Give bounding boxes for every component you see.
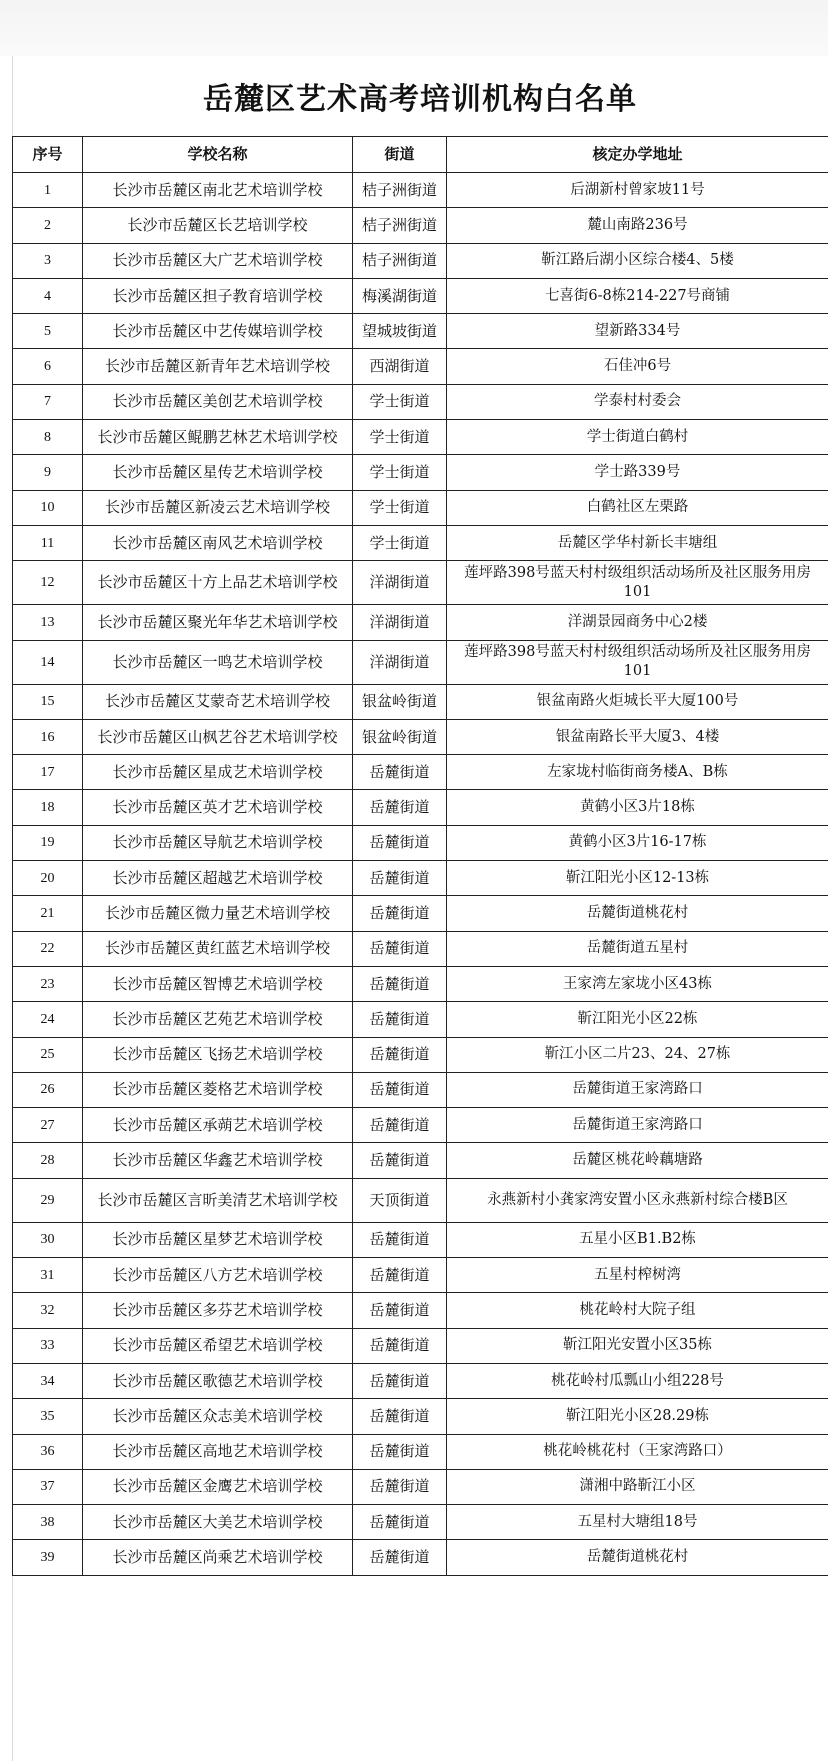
row-index: 17 bbox=[13, 755, 83, 790]
row-school-name: 长沙市岳麓区南风艺术培训学校 bbox=[83, 525, 353, 560]
row-school-name: 长沙市岳麓区担子教育培训学校 bbox=[83, 278, 353, 313]
row-address: 学士路339号 bbox=[447, 455, 828, 490]
row-street: 桔子洲街道 bbox=[353, 208, 447, 243]
row-index: 23 bbox=[13, 966, 83, 1001]
row-address: 莲坪路398号蓝天村村级组织活动场所及社区服务用房101 bbox=[447, 561, 828, 605]
row-school-name: 长沙市岳麓区一鸣艺术培训学校 bbox=[83, 640, 353, 684]
table-row bbox=[13, 966, 828, 1001]
row-address: 潇湘中路靳江小区 bbox=[447, 1469, 828, 1504]
table-row bbox=[13, 640, 828, 684]
row-school-name: 长沙市岳麓区艺苑艺术培训学校 bbox=[83, 1002, 353, 1037]
row-index: 9 bbox=[13, 455, 83, 490]
row-school-name: 长沙市岳麓区黄红蓝艺术培训学校 bbox=[83, 931, 353, 966]
row-school-name: 长沙市岳麓区尚乘艺术培训学校 bbox=[83, 1540, 353, 1575]
row-address: 靳江阳光安置小区35栋 bbox=[447, 1328, 828, 1363]
table-row bbox=[13, 825, 828, 860]
row-index: 3 bbox=[13, 243, 83, 278]
row-school-name: 长沙市岳麓区八方艺术培训学校 bbox=[83, 1258, 353, 1293]
table-row bbox=[13, 1399, 828, 1434]
row-address: 岳麓街道桃花村 bbox=[447, 1540, 828, 1575]
row-index: 30 bbox=[13, 1222, 83, 1257]
row-street: 岳麓街道 bbox=[353, 825, 447, 860]
row-school-name: 长沙市岳麓区大美艺术培训学校 bbox=[83, 1505, 353, 1540]
row-school-name: 长沙市岳麓区十方上品艺术培训学校 bbox=[83, 561, 353, 605]
row-school-name: 长沙市岳麓区金鹰艺术培训学校 bbox=[83, 1469, 353, 1504]
row-school-name: 长沙市岳麓区大广艺术培训学校 bbox=[83, 243, 353, 278]
table-row bbox=[13, 1222, 828, 1257]
row-index: 22 bbox=[13, 931, 83, 966]
row-index: 8 bbox=[13, 420, 83, 455]
table-row bbox=[13, 719, 828, 754]
row-street: 岳麓街道 bbox=[353, 1108, 447, 1143]
row-school-name: 长沙市岳麓区华鑫艺术培训学校 bbox=[83, 1143, 353, 1178]
table-row bbox=[13, 208, 828, 243]
row-school-name: 长沙市岳麓区言昕美清艺术培训学校 bbox=[83, 1178, 353, 1222]
row-index: 27 bbox=[13, 1108, 83, 1143]
table-row bbox=[13, 790, 828, 825]
row-street: 岳麓街道 bbox=[353, 1434, 447, 1469]
row-address: 岳麓区桃花岭藕塘路 bbox=[447, 1143, 828, 1178]
row-index: 20 bbox=[13, 861, 83, 896]
row-address: 王家湾左家垅小区43栋 bbox=[447, 966, 828, 1001]
table-row bbox=[13, 605, 828, 640]
row-index: 11 bbox=[13, 525, 83, 560]
row-address: 学士街道白鹤村 bbox=[447, 420, 828, 455]
document-title: 岳麓区艺术高考培训机构白名单 bbox=[203, 82, 637, 117]
table-row bbox=[13, 1178, 828, 1222]
row-street: 岳麓街道 bbox=[353, 1222, 447, 1257]
row-street: 学士街道 bbox=[353, 525, 447, 560]
row-index: 32 bbox=[13, 1293, 83, 1328]
row-street: 岳麓街道 bbox=[353, 1328, 447, 1363]
row-index: 7 bbox=[13, 384, 83, 419]
row-index: 2 bbox=[13, 208, 83, 243]
table-row bbox=[13, 861, 828, 896]
row-index: 1 bbox=[13, 173, 83, 208]
row-street: 岳麓街道 bbox=[353, 1399, 447, 1434]
row-address: 靳江小区二片23、24、27栋 bbox=[447, 1037, 828, 1072]
table-row bbox=[13, 1072, 828, 1107]
row-school-name: 长沙市岳麓区长艺培训学校 bbox=[83, 208, 353, 243]
table-row bbox=[13, 1363, 828, 1398]
row-index: 29 bbox=[13, 1178, 83, 1222]
table-row bbox=[13, 349, 828, 384]
row-school-name: 长沙市岳麓区希望艺术培训学校 bbox=[83, 1328, 353, 1363]
header-school-name: 学校名称 bbox=[83, 137, 353, 173]
table-header-row bbox=[13, 137, 828, 173]
row-address: 麓山南路236号 bbox=[447, 208, 828, 243]
table-row bbox=[13, 525, 828, 560]
row-school-name: 长沙市岳麓区超越艺术培训学校 bbox=[83, 861, 353, 896]
row-school-name: 长沙市岳麓区星传艺术培训学校 bbox=[83, 455, 353, 490]
row-address: 靳江阳光小区22栋 bbox=[447, 1002, 828, 1037]
row-school-name: 长沙市岳麓区英才艺术培训学校 bbox=[83, 790, 353, 825]
row-index: 26 bbox=[13, 1072, 83, 1107]
row-school-name: 长沙市岳麓区星成艺术培训学校 bbox=[83, 755, 353, 790]
table-row bbox=[13, 1505, 828, 1540]
table-body bbox=[13, 173, 828, 1576]
row-address: 五星村榨树湾 bbox=[447, 1258, 828, 1293]
row-school-name: 长沙市岳麓区聚光年华艺术培训学校 bbox=[83, 605, 353, 640]
row-address: 银盆南路长平大厦3、4楼 bbox=[447, 719, 828, 754]
table-row bbox=[13, 931, 828, 966]
row-index: 14 bbox=[13, 640, 83, 684]
row-school-name: 长沙市岳麓区鲲鹏艺林艺术培训学校 bbox=[83, 420, 353, 455]
table-row bbox=[13, 684, 828, 719]
row-address: 五星村大塘组18号 bbox=[447, 1505, 828, 1540]
whitelist-table bbox=[12, 136, 828, 1576]
row-school-name: 长沙市岳麓区中艺传媒培训学校 bbox=[83, 314, 353, 349]
row-street: 学士街道 bbox=[353, 420, 447, 455]
row-street: 桔子洲街道 bbox=[353, 243, 447, 278]
row-address: 莲坪路398号蓝天村村级组织活动场所及社区服务用房101 bbox=[447, 640, 828, 684]
table-row bbox=[13, 455, 828, 490]
row-school-name: 长沙市岳麓区多芬艺术培训学校 bbox=[83, 1293, 353, 1328]
row-index: 35 bbox=[13, 1399, 83, 1434]
row-address: 靳江阳光小区28.29栋 bbox=[447, 1399, 828, 1434]
row-school-name: 长沙市岳麓区南北艺术培训学校 bbox=[83, 173, 353, 208]
row-address: 永燕新村小龚家湾安置小区永燕新村综合楼B区 bbox=[447, 1178, 828, 1222]
row-index: 6 bbox=[13, 349, 83, 384]
table-row bbox=[13, 896, 828, 931]
row-index: 12 bbox=[13, 561, 83, 605]
table-row bbox=[13, 1434, 828, 1469]
table-row bbox=[13, 1328, 828, 1363]
row-school-name: 长沙市岳麓区承蒴艺术培训学校 bbox=[83, 1108, 353, 1143]
row-street: 岳麓街道 bbox=[353, 1072, 447, 1107]
table-row bbox=[13, 1037, 828, 1072]
row-school-name: 长沙市岳麓区众志美术培训学校 bbox=[83, 1399, 353, 1434]
row-street: 学士街道 bbox=[353, 384, 447, 419]
row-index: 15 bbox=[13, 684, 83, 719]
row-street: 岳麓街道 bbox=[353, 790, 447, 825]
row-street: 岳麓街道 bbox=[353, 1037, 447, 1072]
row-address: 岳麓街道五星村 bbox=[447, 931, 828, 966]
row-index: 33 bbox=[13, 1328, 83, 1363]
row-index: 10 bbox=[13, 490, 83, 525]
table-row bbox=[13, 1258, 828, 1293]
row-school-name: 长沙市岳麓区导航艺术培训学校 bbox=[83, 825, 353, 860]
row-street: 岳麓街道 bbox=[353, 896, 447, 931]
row-school-name: 长沙市岳麓区山枫艺谷艺术培训学校 bbox=[83, 719, 353, 754]
table-row bbox=[13, 1002, 828, 1037]
table-row bbox=[13, 1293, 828, 1328]
table-row bbox=[13, 490, 828, 525]
row-school-name: 长沙市岳麓区新凌云艺术培训学校 bbox=[83, 490, 353, 525]
row-index: 24 bbox=[13, 1002, 83, 1037]
row-address: 黄鹤小区3片18栋 bbox=[447, 790, 828, 825]
row-school-name: 长沙市岳麓区星梦艺术培训学校 bbox=[83, 1222, 353, 1257]
row-index: 36 bbox=[13, 1434, 83, 1469]
row-address: 白鹤社区左栗路 bbox=[447, 490, 828, 525]
row-index: 37 bbox=[13, 1469, 83, 1504]
row-school-name: 长沙市岳麓区微力量艺术培训学校 bbox=[83, 896, 353, 931]
row-index: 34 bbox=[13, 1363, 83, 1398]
row-street: 西湖街道 bbox=[353, 349, 447, 384]
row-index: 13 bbox=[13, 605, 83, 640]
table-row bbox=[13, 1469, 828, 1504]
row-street: 岳麓街道 bbox=[353, 1505, 447, 1540]
row-address: 岳麓街道桃花村 bbox=[447, 896, 828, 931]
row-address: 洋湖景园商务中心2楼 bbox=[447, 605, 828, 640]
header-index: 序号 bbox=[13, 137, 83, 173]
header-street: 街道 bbox=[353, 137, 447, 173]
table-row bbox=[13, 278, 828, 313]
row-street: 洋湖街道 bbox=[353, 561, 447, 605]
row-school-name: 长沙市岳麓区歌德艺术培训学校 bbox=[83, 1363, 353, 1398]
row-school-name: 长沙市岳麓区美创艺术培训学校 bbox=[83, 384, 353, 419]
table-row bbox=[13, 173, 828, 208]
table-row bbox=[13, 1540, 828, 1575]
row-address: 望新路334号 bbox=[447, 314, 828, 349]
row-address: 七喜街6-8栋214-227号商铺 bbox=[447, 278, 828, 313]
row-street: 岳麓街道 bbox=[353, 931, 447, 966]
row-address: 岳麓街道王家湾路口 bbox=[447, 1108, 828, 1143]
row-street: 梅溪湖街道 bbox=[353, 278, 447, 313]
table-row bbox=[13, 384, 828, 419]
table-row bbox=[13, 755, 828, 790]
table-row bbox=[13, 1143, 828, 1178]
row-address: 五星小区B1.B2栋 bbox=[447, 1222, 828, 1257]
row-address: 靳江路后湖小区综合楼4、5楼 bbox=[447, 243, 828, 278]
row-street: 岳麓街道 bbox=[353, 1540, 447, 1575]
row-street: 洋湖街道 bbox=[353, 640, 447, 684]
table-row bbox=[13, 1108, 828, 1143]
header-address: 核定办学地址 bbox=[447, 137, 828, 173]
row-address: 黄鹤小区3片16-17栋 bbox=[447, 825, 828, 860]
row-address: 左家垅村临街商务楼A、B栋 bbox=[447, 755, 828, 790]
row-school-name: 长沙市岳麓区菱格艺术培训学校 bbox=[83, 1072, 353, 1107]
row-address: 银盆南路火炬城长平大厦100号 bbox=[447, 684, 828, 719]
row-street: 洋湖街道 bbox=[353, 605, 447, 640]
row-address: 岳麓区学华村新长丰塘组 bbox=[447, 525, 828, 560]
row-school-name: 长沙市岳麓区智博艺术培训学校 bbox=[83, 966, 353, 1001]
row-street: 学士街道 bbox=[353, 490, 447, 525]
row-index: 16 bbox=[13, 719, 83, 754]
row-school-name: 长沙市岳麓区新青年艺术培训学校 bbox=[83, 349, 353, 384]
table-row bbox=[13, 420, 828, 455]
row-index: 5 bbox=[13, 314, 83, 349]
row-address: 学泰村村委会 bbox=[447, 384, 828, 419]
row-street: 岳麓街道 bbox=[353, 1002, 447, 1037]
row-index: 18 bbox=[13, 790, 83, 825]
top-bar bbox=[0, 0, 828, 56]
row-address: 靳江阳光小区12-13栋 bbox=[447, 861, 828, 896]
row-street: 岳麓街道 bbox=[353, 861, 447, 896]
row-index: 21 bbox=[13, 896, 83, 931]
row-street: 银盆岭街道 bbox=[353, 684, 447, 719]
row-index: 4 bbox=[13, 278, 83, 313]
table-row bbox=[13, 314, 828, 349]
row-street: 岳麓街道 bbox=[353, 1363, 447, 1398]
row-street: 岳麓街道 bbox=[353, 1143, 447, 1178]
row-street: 岳麓街道 bbox=[353, 1469, 447, 1504]
row-index: 38 bbox=[13, 1505, 83, 1540]
row-address: 桃花岭村瓜瓢山小组228号 bbox=[447, 1363, 828, 1398]
row-index: 31 bbox=[13, 1258, 83, 1293]
row-index: 19 bbox=[13, 825, 83, 860]
row-street: 天顶街道 bbox=[353, 1178, 447, 1222]
row-street: 岳麓街道 bbox=[353, 1258, 447, 1293]
table-row bbox=[13, 561, 828, 605]
row-school-name: 长沙市岳麓区艾蒙奇艺术培训学校 bbox=[83, 684, 353, 719]
row-address: 石佳冲6号 bbox=[447, 349, 828, 384]
row-index: 39 bbox=[13, 1540, 83, 1575]
row-address: 岳麓街道王家湾路口 bbox=[447, 1072, 828, 1107]
row-index: 28 bbox=[13, 1143, 83, 1178]
row-street: 桔子洲街道 bbox=[353, 173, 447, 208]
row-street: 学士街道 bbox=[353, 455, 447, 490]
table-row bbox=[13, 243, 828, 278]
row-street: 岳麓街道 bbox=[353, 966, 447, 1001]
row-street: 望城坡街道 bbox=[353, 314, 447, 349]
row-school-name: 长沙市岳麓区飞扬艺术培训学校 bbox=[83, 1037, 353, 1072]
row-address: 桃花岭村大院子组 bbox=[447, 1293, 828, 1328]
row-street: 岳麓街道 bbox=[353, 755, 447, 790]
row-street: 岳麓街道 bbox=[353, 1293, 447, 1328]
row-address: 桃花岭桃花村（王家湾路口） bbox=[447, 1434, 828, 1469]
row-index: 25 bbox=[13, 1037, 83, 1072]
row-school-name: 长沙市岳麓区高地艺术培训学校 bbox=[83, 1434, 353, 1469]
row-street: 银盆岭街道 bbox=[353, 719, 447, 754]
row-address: 后湖新村曾家坡11号 bbox=[447, 173, 828, 208]
